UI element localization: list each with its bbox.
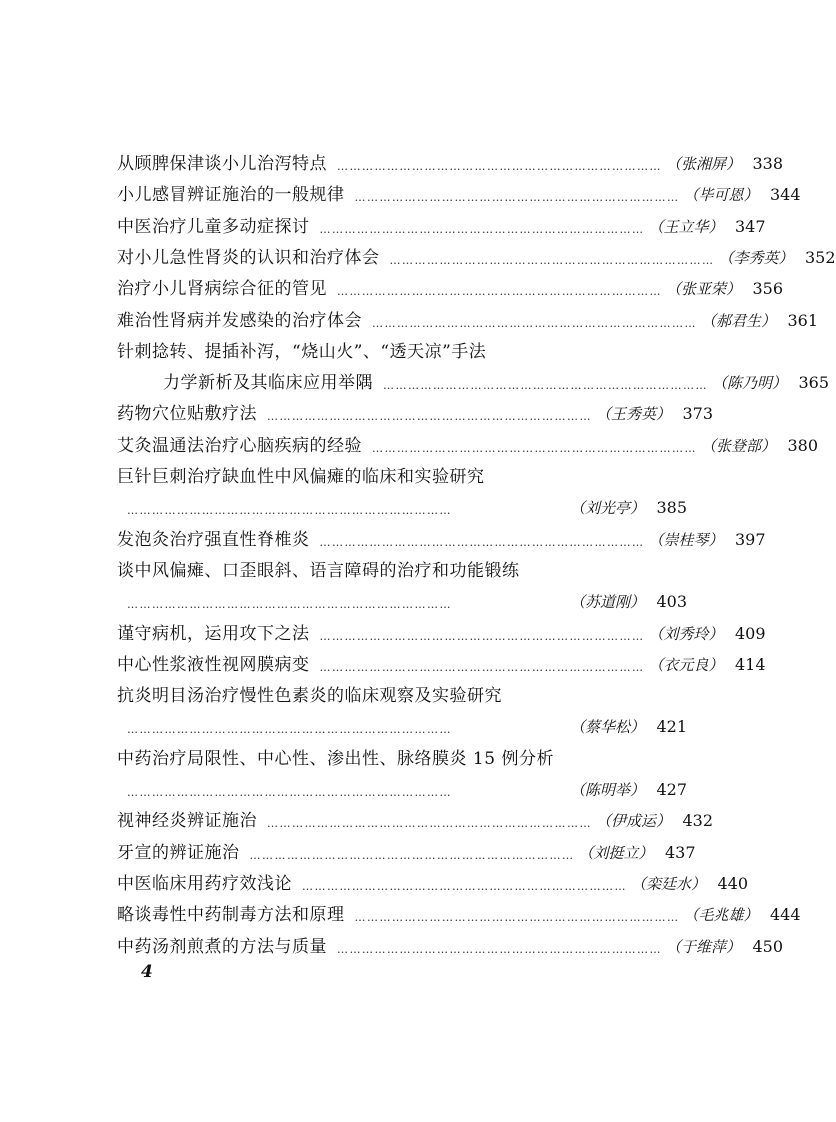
toc-entry xyxy=(117,428,819,458)
leader-dots: …………………………………………………………………… xyxy=(249,848,575,862)
toc-entry-title: 中药治疗局限性、中心性、渗出性、脉络膜炎 15 例分析 xyxy=(117,748,554,769)
toc-entry-page: 338 xyxy=(752,154,784,173)
toc-entry-title: 谈中风偏瘫、口歪眼斜、语言障碍的治疗和功能锻练 xyxy=(117,560,520,581)
toc-entry-page: 385 xyxy=(656,498,687,518)
toc-entry xyxy=(117,303,819,333)
toc-entry-page: 347 xyxy=(734,216,766,236)
toc-entry-title: 谨守病机，运用攻下之法 xyxy=(117,623,310,644)
toc-entry-title: 视神经炎辨证施治 xyxy=(117,811,257,832)
leader-dots: …………………………………………………………………… xyxy=(127,786,452,799)
toc-entry-title: 中医临床用药疗效浅论 xyxy=(117,873,292,894)
toc-entry xyxy=(117,490,687,520)
toc-entry xyxy=(163,365,830,395)
toc-entry xyxy=(117,835,696,865)
toc-entry-title: 略谈毒性中药制毒方法和原理 xyxy=(117,905,345,926)
leader-dots: …………………………………………………………………… xyxy=(354,191,680,205)
toc-entry-author: （苏道刚） xyxy=(569,593,645,612)
leader-dots: …………………………………………………………………… xyxy=(337,160,662,173)
toc-entry xyxy=(117,709,687,739)
toc-entry-author: （栾廷水） xyxy=(631,874,707,893)
toc-entry-author: （刘秀玲） xyxy=(648,624,724,643)
toc-entry xyxy=(117,396,714,426)
toc-entry-page: 352 xyxy=(804,247,836,267)
toc-entry-page: 427 xyxy=(656,780,687,799)
toc-entry-page: 440 xyxy=(717,873,749,893)
toc-entry xyxy=(117,240,836,270)
toc-entry-author: （毕可恩） xyxy=(683,186,759,205)
toc-entry-page: 437 xyxy=(664,842,696,862)
toc-entry xyxy=(117,177,801,207)
toc-entry-author: （郝君生） xyxy=(701,311,777,330)
toc-entry xyxy=(117,866,749,896)
toc-entry-page: 403 xyxy=(656,592,687,612)
toc-entry-page: 373 xyxy=(682,404,714,424)
toc-entry-author: （张登部） xyxy=(701,436,777,455)
toc-entry-author: （刘光亭） xyxy=(569,499,645,518)
leader-dots: …………………………………………………………………… xyxy=(354,911,680,925)
toc-entry xyxy=(117,584,687,614)
leader-dots: …………………………………………………………………… xyxy=(267,410,592,424)
toc-entry-author: （毛兆雄） xyxy=(683,906,759,925)
toc-entry xyxy=(117,772,687,802)
toc-entry-title-continuation: 力学新析及其临床应用举隅 xyxy=(163,373,373,394)
leader-dots: …………………………………………………………………… xyxy=(319,535,645,549)
toc-entry-author: （衣元良） xyxy=(648,655,724,674)
toc-entry-title: 针刺捻转、提插补泻，“烧山火”、“透天凉”手法 xyxy=(117,341,487,362)
toc-entry-author: （伊成运） xyxy=(596,812,672,831)
leader-dots: …………………………………………………………………… xyxy=(337,942,662,956)
toc-entry-title: 中心性浆液性视网膜病变 xyxy=(117,654,310,675)
toc-entry-page: 432 xyxy=(682,811,714,831)
toc-entry-title: 巨针巨刺治疗缺血性中风偏瘫的临床和实验研究 xyxy=(117,467,485,487)
toc-entry-author: （李秀英） xyxy=(718,248,794,267)
toc-entry-page: 414 xyxy=(734,654,766,674)
leader-dots: …………………………………………………………………… xyxy=(127,723,452,737)
toc-entry xyxy=(117,271,784,301)
toc-entry-author: （陈明举） xyxy=(569,781,645,799)
toc-entry-page: 356 xyxy=(752,279,784,299)
leader-dots: …………………………………………………………………… xyxy=(337,285,662,299)
toc-entry xyxy=(117,209,766,239)
leader-dots: …………………………………………………………………… xyxy=(372,316,697,330)
toc-entry xyxy=(117,146,784,176)
toc-entry-title: 牙宣的辨证施治 xyxy=(117,842,240,863)
toc-entry-author: （张亚荣） xyxy=(666,280,742,299)
leader-dots: …………………………………………………………………… xyxy=(302,879,627,893)
toc-entry-page: 380 xyxy=(787,435,819,455)
toc-entry-page: 450 xyxy=(752,936,784,956)
toc-entry-title: 药物穴位贴敷疗法 xyxy=(117,404,257,425)
toc-entry xyxy=(117,929,784,959)
leader-dots: …………………………………………………………………… xyxy=(127,504,452,518)
toc-entry-author: （崇桂琴） xyxy=(648,530,724,549)
toc-entry xyxy=(117,522,766,552)
toc-entry-title: 对小儿急性肾炎的认识和治疗体会 xyxy=(117,247,380,268)
leader-dots: …………………………………………………………………… xyxy=(319,222,645,236)
toc-entry-title: 发泡灸治疗强直性脊椎炎 xyxy=(117,529,310,550)
toc-entry-page: 361 xyxy=(787,310,819,330)
toc-entry-title: 抗炎明目汤治疗慢性色素炎的临床观察及实验研究 xyxy=(117,686,502,707)
toc-entry-page: 444 xyxy=(769,905,801,925)
toc-entry xyxy=(117,897,801,927)
leader-dots: …………………………………………………………………… xyxy=(267,817,592,831)
toc-entry xyxy=(117,647,766,677)
toc-entry-title: 治疗小儿肾病综合征的管见 xyxy=(117,279,327,300)
leader-dots: …………………………………………………………………… xyxy=(319,660,645,674)
toc-entry xyxy=(117,616,766,646)
toc-entry-author: （王秀英） xyxy=(596,405,672,424)
toc-entry-page: 344 xyxy=(769,185,801,205)
toc-entry-title: 从顾脾保津谈小儿治泻特点 xyxy=(117,154,327,174)
page-number: 4 xyxy=(141,962,153,982)
leader-dots: …………………………………………………………………… xyxy=(389,253,715,267)
toc-entry-title: 艾灸温通法治疗心脑疾病的经验 xyxy=(117,435,362,456)
toc-entry-title: 难治性肾病并发感染的治疗体会 xyxy=(117,310,362,331)
toc-entry-page: 409 xyxy=(734,623,766,643)
toc-entry-title: 中医治疗儿童多动症探讨 xyxy=(117,216,310,237)
toc-entry-title: 中药汤剂煎煮的方法与质量 xyxy=(117,936,327,957)
toc-entry-page: 421 xyxy=(656,717,687,737)
toc-entry-author: （张湘屏） xyxy=(666,155,742,173)
toc-entry-author: （蔡华松） xyxy=(569,718,645,737)
leader-dots: …………………………………………………………………… xyxy=(383,379,708,393)
leader-dots: …………………………………………………………………… xyxy=(319,629,645,643)
leader-dots: …………………………………………………………………… xyxy=(372,441,697,455)
leader-dots: …………………………………………………………………… xyxy=(127,598,452,612)
toc-entry-author: （刘挺立） xyxy=(578,843,654,862)
toc-entry-author: （于维萍） xyxy=(666,937,742,956)
toc-entry-page: 365 xyxy=(798,373,830,393)
toc-entry-author: （王立华） xyxy=(648,217,724,236)
toc-entry-author: （陈乃明） xyxy=(712,374,788,393)
toc-entry xyxy=(117,803,714,833)
toc-entry-page: 397 xyxy=(734,529,766,549)
toc-entry-title: 小儿感冒辨证施治的一般规律 xyxy=(117,185,345,206)
